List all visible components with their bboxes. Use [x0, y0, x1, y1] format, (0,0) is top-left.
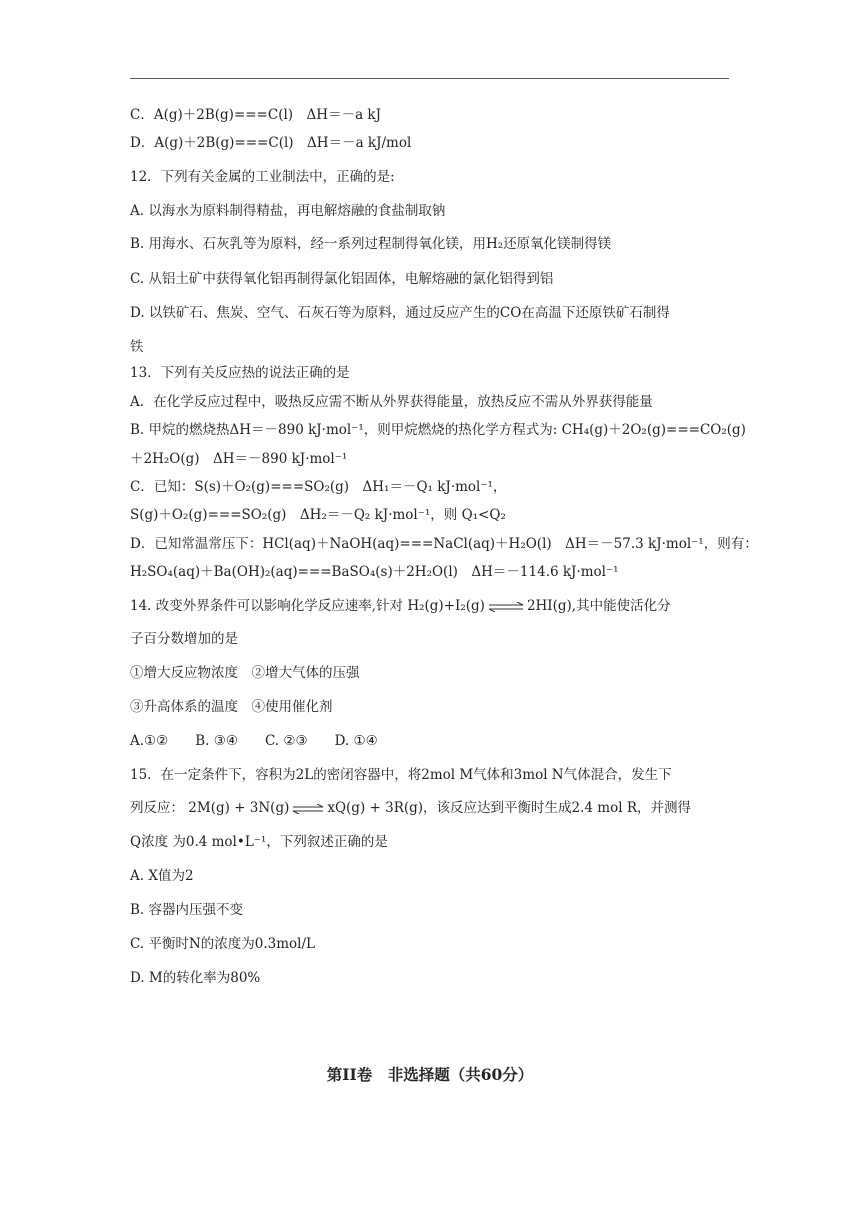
q12-option-b: B. 用海水、石灰乳等为原料，经一系列过程制得氧化镁，用H₂还原氧化镁制得镁 [130, 236, 612, 252]
q15-option-d: D. M的转化率为80% [130, 970, 261, 986]
q15-stem-line3: Q浓度 为0.4 mol•L⁻¹，下列叙述正确的是 [130, 834, 388, 850]
q14-options: A.①② B. ③④ C. ②③ D. ①④ [130, 733, 378, 749]
q13-option-b-line2: ＋2H₂O(g) ΔH＝－890 kJ·mol⁻¹ [130, 451, 348, 467]
q13-option-a: A．在化学反应过程中，吸热反应需不断从外界获得能量，放热反应不需从外界获得能量 [130, 394, 653, 410]
q12-option-a: A. 以海水为原料制得精盐，再电解熔融的食盐制取钠 [130, 203, 446, 219]
equilibrium-arrow-icon [487, 602, 525, 612]
q11-option-d: D．A(g)＋2B(g)===C(l) ΔH＝－a kJ/mol [130, 135, 412, 151]
q12-stem: 12．下列有关金属的工业制法中，正确的是: [130, 169, 395, 185]
q14-items-line1: ①增大反应物浓度 ②增大气体的压强 [130, 665, 360, 681]
q13-option-d-line2: H₂SO₄(aq)＋Ba(OH)₂(aq)===BaSO₄(s)＋2H₂O(l) ΔH＝－114.6 kJ·mol⁻¹ [130, 564, 619, 580]
q14-stem-line2: 子百分数增加的是 [130, 631, 238, 647]
q12-option-d-line1: D. 以铁矿石、焦炭、空气、石灰石等为原料，通过反应产生的CO在高温下还原铁矿石制得 [130, 305, 670, 321]
q12-option-d-line2: 铁 [130, 339, 144, 355]
q14-stem-line1 [130, 597, 671, 615]
q15-option-b: B. 容器内压强不变 [130, 902, 244, 918]
q15-option-c: C. 平衡时N的浓度为0.3mol/L [130, 936, 315, 952]
q15-stem-line2 [130, 799, 691, 817]
q15-stem-line1: 15．在一定条件下，容积为2L的密闭容器中，将2mol M气体和3mol N气体混合，发生下 [130, 767, 672, 783]
q13-option-d-line1: D．已知常温常压下：HCl(aq)＋NaOH(aq)===NaCl(aq)＋H₂O(l) ΔH＝－57.3 kJ·mol⁻¹，则有： [130, 536, 758, 552]
q15-stem-part2: xQ(g) + 3R(g)，该反应达到平衡时生成2.4 mol R，并测得 [327, 800, 692, 816]
header-rule [130, 78, 729, 79]
q14-stem-part1: 14. 改变外界条件可以影响化学反应速率,针对 H₂(g)+I₂(g) [130, 598, 485, 614]
q15-option-a: A. X值为2 [130, 868, 194, 884]
q14-stem-part2: 2HI(g),其中能使活化分 [526, 598, 671, 614]
equilibrium-arrow-icon [291, 804, 325, 814]
q13-stem: 13．下列有关反应热的说法正确的是 [130, 365, 350, 381]
q14-items-line2: ③升高体系的温度 ④使用催化剂 [130, 699, 333, 715]
q13-option-b-line1: B. 甲烷的燃烧热ΔH＝－890 kJ·mol⁻¹，则甲烷燃烧的热化学方程式为: CH₄(g)＋2O₂(g)===CO₂(g) [130, 422, 746, 438]
section-title: 第II卷 非选择题（共60分） [326, 1065, 534, 1084]
q12-option-c: C. 从铝土矿中获得氧化铝再制得氯化铝固体，电解熔融的氯化铝得到铝 [130, 271, 554, 287]
q11-option-c: C．A(g)＋2B(g)===C(l) ΔH＝－a kJ [130, 107, 382, 123]
q13-option-c-line2: S(g)＋O₂(g)===SO₂(g) ΔH₂＝－Q₂ kJ·mol⁻¹，则 Q₁<Q₂ [130, 507, 506, 523]
q15-stem-part1: 列反应： 2M(g) + 3N(g) [130, 800, 290, 816]
q13-option-c-line1: C．已知：S(s)＋O₂(g)===SO₂(g) ΔH₁＝－Q₁ kJ·mol⁻¹， [130, 479, 507, 495]
